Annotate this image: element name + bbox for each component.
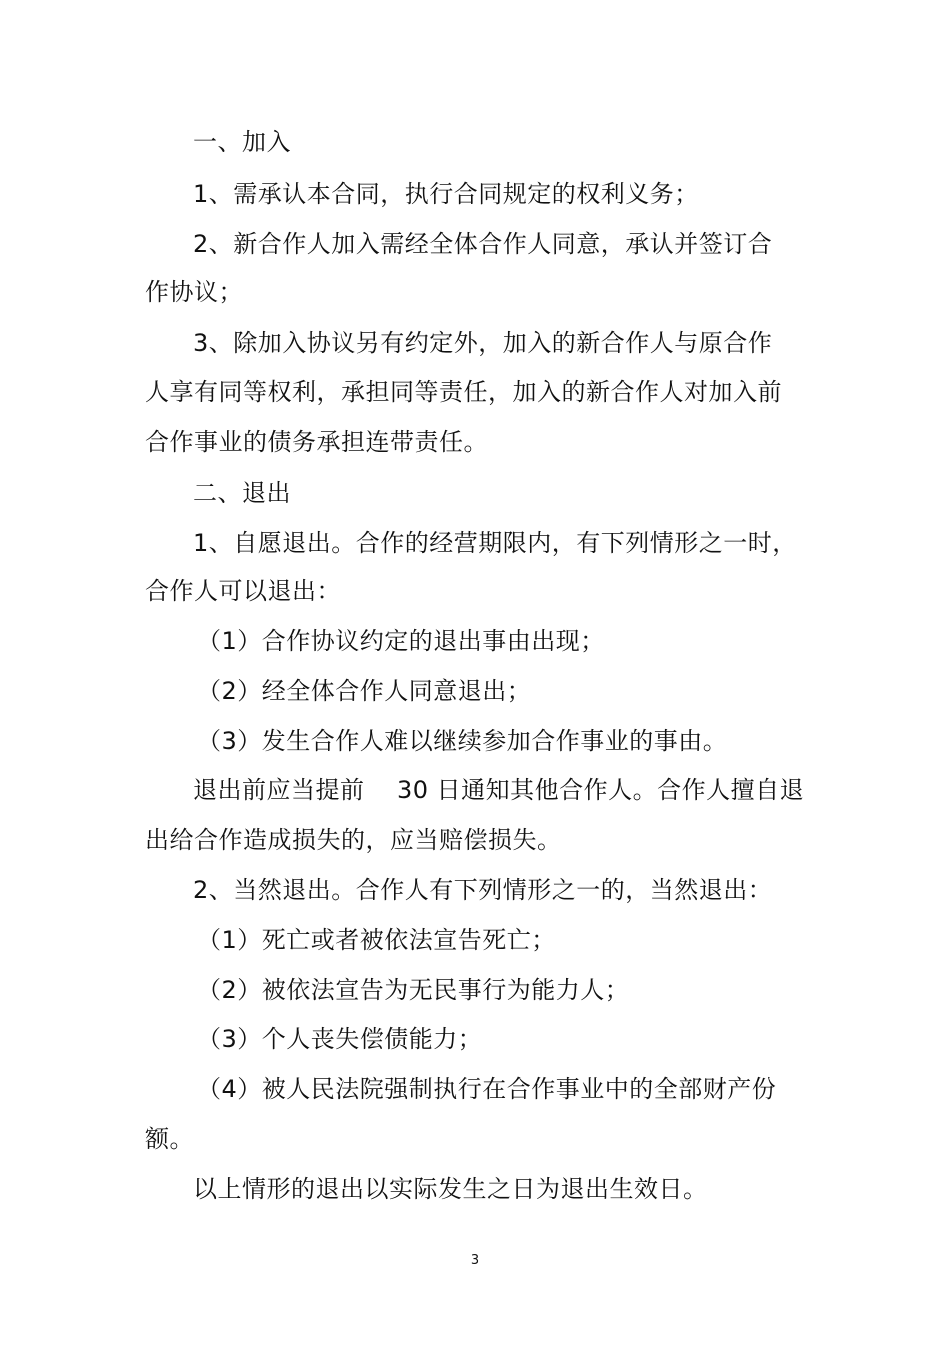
voluntary-exit-item-1: （1）合作协议约定的退出事由出现； [197,627,605,655]
automatic-exit-item-4-line-2: 额。 [145,1125,194,1153]
section-heading-join: 一、加入 [193,128,291,156]
page-number: 3 [470,1253,480,1268]
join-clause-3-line-3: 合作事业的债务承担连带责任。 [145,428,488,456]
join-clause-2-line-2: 作协议； [145,278,243,306]
voluntary-exit-item-3: （3）发生合作人难以继续参加合作事业的事由。 [197,727,728,755]
join-clause-1: 1、需承认本合同，执行合同规定的权利义务； [193,180,699,208]
effective-date-note: 以上情形的退出以实际发生之日为退出生效日。 [193,1175,708,1203]
notice-period-line-2: 出给合作造成损失的，应当赔偿损失。 [145,826,562,854]
join-clause-3-line-2: 人享有同等权利，承担同等责任，加入的新合作人对加入前 [145,378,782,406]
automatic-exit-item-3: （3）个人丧失偿债能力； [197,1025,483,1053]
voluntary-exit-item-2: （2）经全体合作人同意退出； [197,677,532,705]
join-clause-3-line-1: 3、除加入协议另有约定外，加入的新合作人与原合作 [193,329,773,357]
automatic-exit-item-4-line-1: （4）被人民法院强制执行在合作事业中的全部财产份 [197,1075,777,1103]
join-clause-2-line-1: 2、新合作人加入需经全体合作人同意，承认并签订合 [193,230,773,258]
exit-clause-1-line-2: 合作人可以退出： [145,577,341,605]
exit-clause-2: 2、当然退出。合作人有下列情形之一的，当然退出： [193,876,773,904]
notice-period-line-1: 退出前应当提前 30 日通知其他合作人。合作人擅自退 [193,776,805,804]
automatic-exit-item-2: （2）被依法宣告为无民事行为能力人； [197,976,630,1004]
automatic-exit-item-1: （1）死亡或者被依法宣告死亡； [197,926,556,954]
section-heading-exit: 二、退出 [193,479,291,507]
exit-clause-1-line-1: 1、自愿退出。合作的经营期限内，有下列情形之一时， [193,529,797,557]
